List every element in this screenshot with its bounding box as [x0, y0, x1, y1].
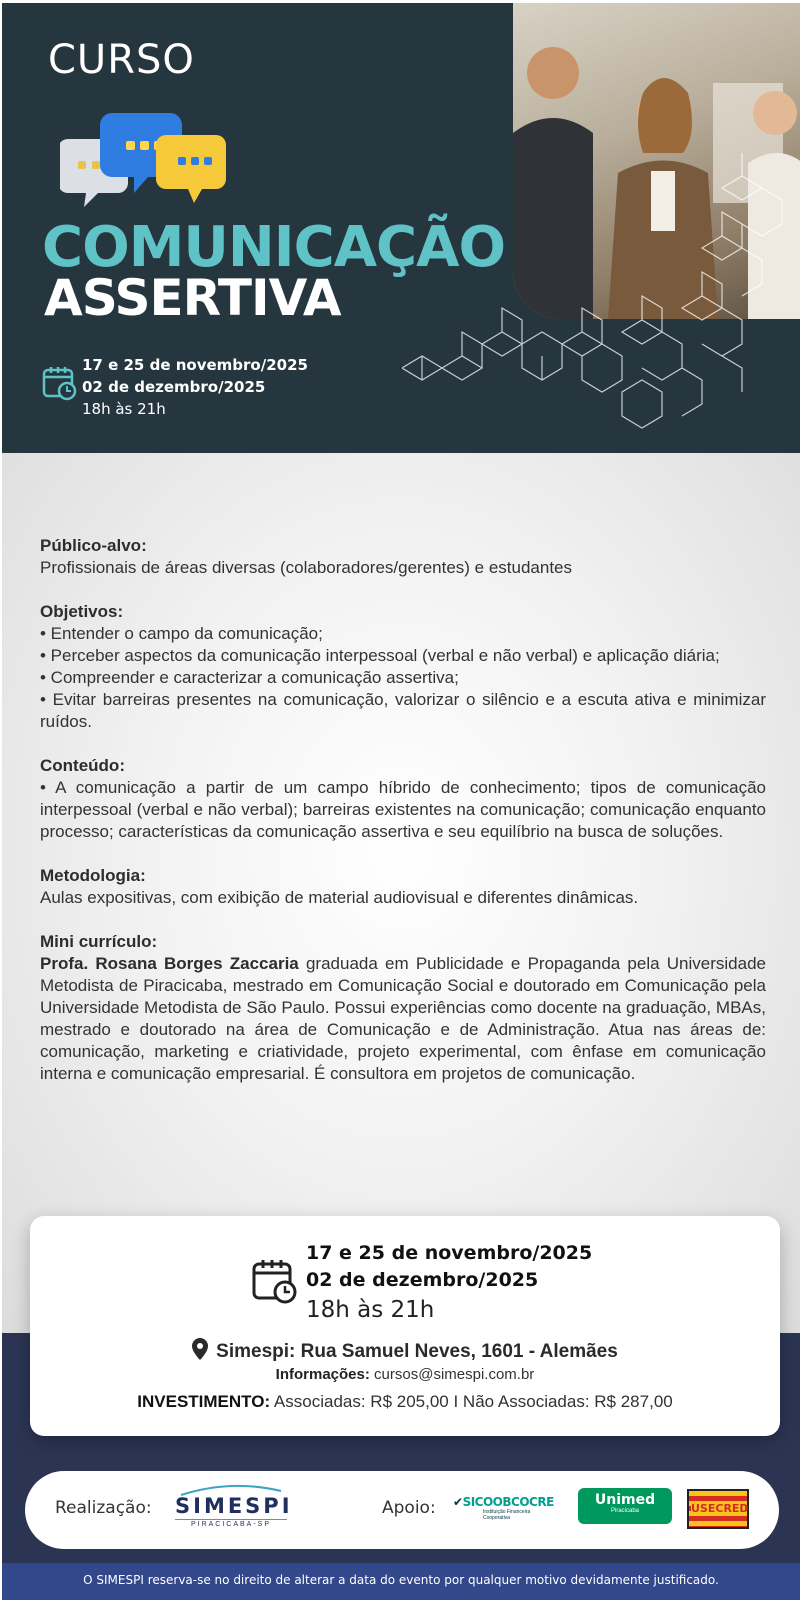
simespi-logo-name: SIMESPI — [175, 1494, 293, 1518]
contact-row — [30, 1366, 780, 1383]
card-time: 18h às 21h — [306, 1297, 435, 1323]
header-dates — [82, 354, 308, 420]
course-title-line1: COMUNICAÇÃO — [42, 215, 506, 280]
sicoob-mark-icon: ✔ — [453, 1495, 463, 1509]
section-target-audience — [40, 535, 766, 579]
simespi-swoosh-icon — [175, 1483, 287, 1497]
unimed-sub: Piracicaba — [610, 1508, 639, 1514]
contact-email[interactable]: cursos@simespi.com.br — [369, 1366, 535, 1383]
investment-prices: Associadas: R$ 205,00 I Não Associadas: R$ 287,00 — [270, 1392, 673, 1411]
location-row — [30, 1338, 780, 1363]
usecred-name: USECRED — [691, 1502, 749, 1515]
course-details — [40, 535, 766, 1107]
simespi-logo — [175, 1483, 293, 1539]
calendar-clock-icon — [252, 1258, 298, 1304]
card-date-line2: 02 de dezembro/2025 — [306, 1269, 539, 1291]
card-dates — [306, 1240, 592, 1326]
objective-item: • Evitar barreiras presentes na comunicação, valorizar o silêncio e a escuta ativa e minimizar ruídos. — [40, 690, 766, 731]
sicoob-logo — [453, 1495, 557, 1525]
instructor-bio: graduada em Publicidade e Propaganda pela Universidade Metodista de Piracicaba, mestrado em Comunicação Social e doutorado em Comunicação pela Universidade Metodista de São Paulo. Possui experiências como docente na graduação, MBAs, mestrado e doutorado na área de Comunicação e de Administração. Atua nas áreas de: comunicação, marketing e criatividade, projeto experimental, com ênfase em comunicação interna e comunicação empresarial. É consultora em projetos de comunicação. — [40, 954, 766, 1083]
sicoob-name: SICOOB — [462, 1495, 512, 1509]
chat-bubbles-icon — [60, 111, 230, 223]
methodology-text: Aulas expositivas, com exibição de material audiovisual e diferentes dinâmicas. — [40, 888, 639, 907]
course-label: CURSO — [48, 37, 195, 83]
event-info-card — [30, 1216, 780, 1436]
header-date-line2: 02 de dezembro/2025 — [82, 378, 266, 396]
section-methodology — [40, 865, 766, 909]
support-label: Apoio: — [382, 1498, 436, 1518]
location-pin-icon — [192, 1338, 208, 1360]
section-mini-resume — [40, 931, 766, 1085]
sicoob-sub: Instituição Financeira Cooperativa — [483, 1509, 531, 1521]
geometric-pattern — [402, 153, 800, 433]
mini-resume-text — [40, 953, 766, 1085]
sponsor-bar — [25, 1471, 779, 1549]
objective-item: • Perceber aspectos da comunicação interpessoal (verbal e não verbal) e aplicação diária; — [40, 646, 720, 665]
objective-item: • Entender o campo da comunicação; — [40, 624, 323, 643]
disclaimer-bar — [2, 1563, 800, 1600]
objective-item: • Compreender e caracterizar a comunicação assertiva; — [40, 668, 459, 687]
content-heading: Conteúdo: — [40, 756, 125, 775]
unimed-logo — [578, 1488, 672, 1524]
header-time: 18h às 21h — [82, 400, 166, 418]
disclaimer-text: O SIMESPI reserva-se no direito de alterar a data do evento por qualquer motivo devidamente justificado. — [83, 1573, 719, 1587]
objectives-heading: Objetivos: — [40, 602, 124, 621]
usecred-logo — [687, 1489, 749, 1529]
realization-label: Realização: — [55, 1498, 152, 1518]
investment-label: INVESTIMENTO: — [137, 1392, 271, 1411]
instructor-name: Profa. Rosana Borges Zaccaria — [40, 954, 299, 973]
course-title-line2: ASSERTIVA — [44, 269, 341, 327]
header-banner — [2, 3, 800, 453]
mini-resume-heading: Mini currículo: — [40, 932, 158, 951]
target-audience-text: Profissionais de áreas diversas (colaboradores/gerentes) e estudantes — [40, 558, 573, 577]
target-audience-heading: Público-alvo: — [40, 536, 147, 555]
contact-label: Informações: — [275, 1366, 370, 1383]
calendar-clock-icon — [42, 365, 78, 401]
simespi-logo-sub: PIRACICABA-SP — [175, 1519, 287, 1528]
unimed-name: Unimed — [594, 1492, 656, 1508]
sicoob-name2: COCRE — [511, 1495, 554, 1509]
methodology-heading: Metodologia: — [40, 866, 146, 885]
investment-row — [30, 1392, 780, 1412]
content-text: • A comunicação a partir de um campo híbrido de conhecimento; tipos de comunicação interpessoal (verbal e não verbal); barreiras existentes na comunicação; comunicação enquanto processo; características da comunicação assertiva e seu equilíbrio na busca de soluções. — [40, 778, 766, 841]
section-objectives — [40, 601, 766, 733]
section-content — [40, 755, 766, 843]
card-date-line1: 17 e 25 de novembro/2025 — [306, 1242, 593, 1264]
header-date-line1: 17 e 25 de novembro/2025 — [82, 356, 308, 374]
location-text: Simespi: Rua Samuel Neves, 1601 - Alemães — [216, 1341, 618, 1362]
